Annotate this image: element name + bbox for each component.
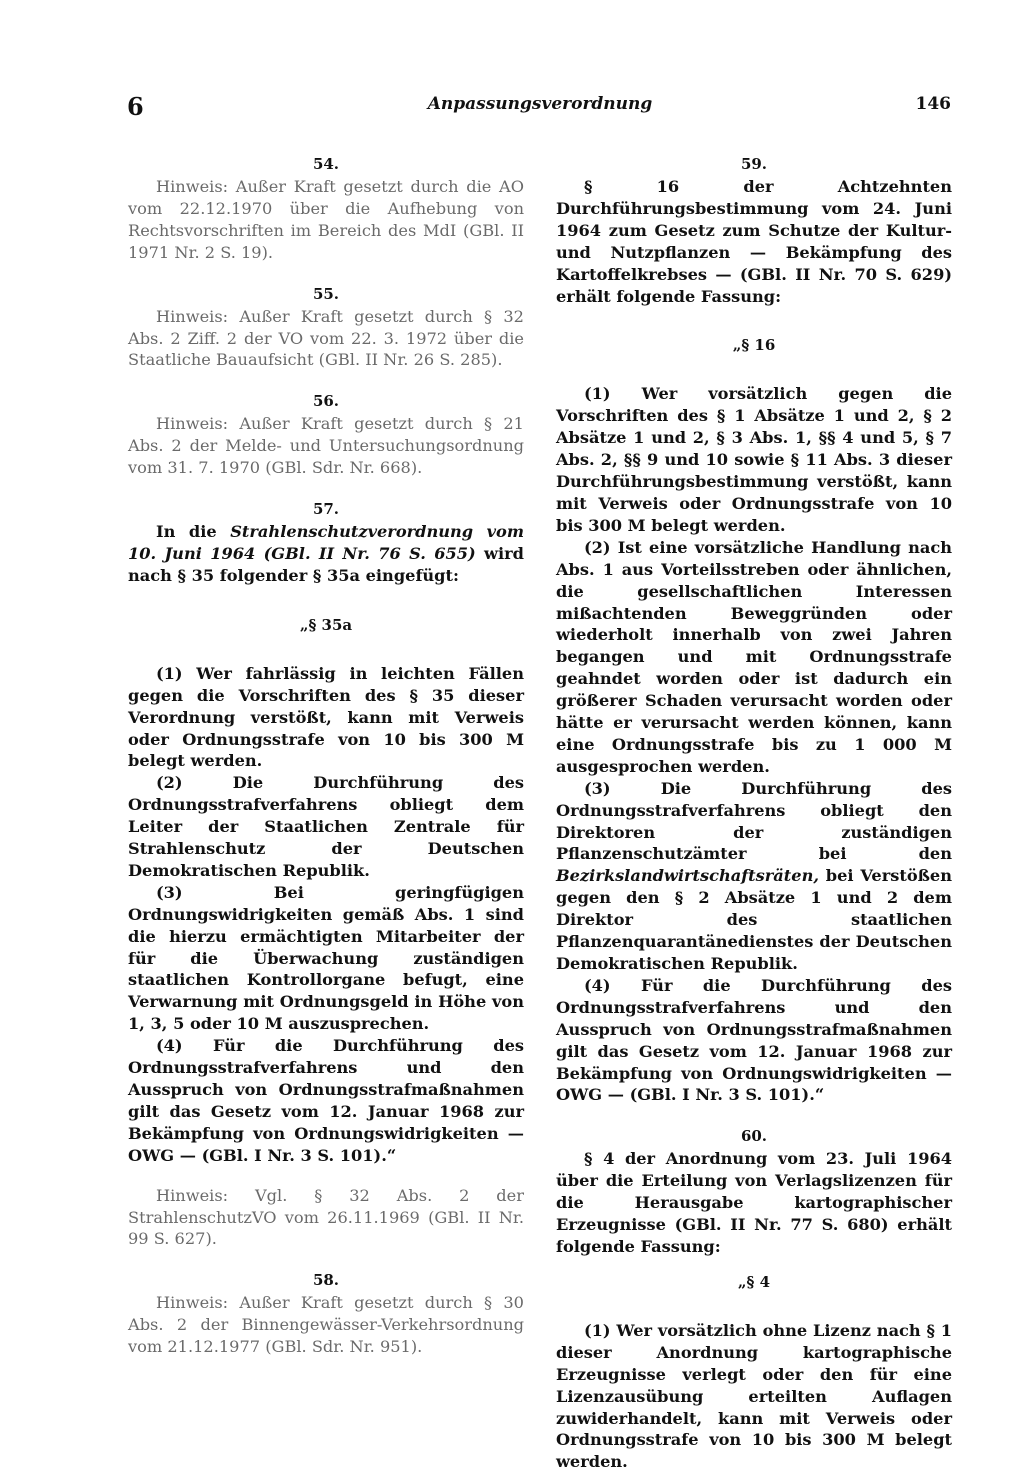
section-number-55: 55. xyxy=(312,284,340,303)
para-16-4: (4) Für die Durchführung des Ordnungsstrafverfahrens und den Ausspruch von Ordnungsstrafmaßnahmen gilt das Gesetz vom 12. Januar 1968 zur Bekämpfung von Ordnungswidrigkeiten — OWG — (GBl. I Nr. 3 S. 101).“ xyxy=(556,975,952,1105)
right-column xyxy=(556,152,952,1473)
section-number-57: 57. xyxy=(312,500,340,519)
para-35a-1: (1) Wer fahrlässig in leichten Fällen gegen die Vorschriften des § 35 dieser Verordnung verstößt, kann mit Verweis oder Ordnungsstrafe von 10 bis 300 M belegt werden. xyxy=(128,663,524,771)
page-number: 146 xyxy=(915,94,951,114)
section-number-58: 58. xyxy=(312,1271,340,1290)
para-16-2: (2) Ist eine vorsätzliche Handlung nach Abs. 1 aus Vorteilsstreben oder ähnlichen, die gesellschaftlichen Interessen mißachtenden Beweggründen oder wiederholt innerhalb von zwei Jahren begangen und mit Ordnungsstrafe geahndet worden oder ist dadurch ein größerer Schaden verursacht worden oder hätte er verursacht werden können, kann eine Ordnungsstrafe bis zu 1 000 M ausgesprochen werden. xyxy=(556,537,952,776)
para-35a-3: (3) Bei geringfügigen Ordnungswidrigkeiten gemäß Abs. 1 sind die hierzu ermächtigten Mitarbeiter der für die Überwachung zuständigen staatlichen Kontrollorgane befugt, eine Verwarnung mit Ordnungsgeld in Höhe von 1, 3, 5 oder 10 M auszusprechen. xyxy=(128,882,524,1034)
chapter-number: 6 xyxy=(127,92,144,121)
para-4-1: (1) Wer vorsätzlich ohne Lizenz nach § 1 dieser Anordnung kartographische Erzeugnisse verlegt oder den für eine Lizenzausübung erteilten Auflagen zuwiderhandelt, kann mit Verweis oder Ordnungsstrafe von 10 bis 300 M belegt werden. xyxy=(556,1320,952,1472)
para-16-3: (3) Die Durchführung des Ordnungsstrafverfahrens obliegt den Direktoren der zuständigen Pflanzenschutzämter bei den Bezirkslandwirtschaftsräten, bei Verstößen gegen den § 2 Absätze 1 und 2 dem Direktor des staatlichen Pflanzenquarantänedienstes der Deutschen Demokratischen Republik. xyxy=(556,778,952,973)
para-35a-4: (4) Für die Durchführung des Ordnungsstrafverfahrens und den Ausspruch von Ordnungsstrafmaßnahmen gilt das Gesetz vom 12. Januar 1968 zur Bekämpfung von Ordnungswidrigkeiten — OWG — (GBl. I Nr. 3 S. 101).“ xyxy=(128,1036,524,1165)
intro-59: § 16 der Achtzehnten Durchführungsbestimmung vom 24. Juni 1964 zum Gesetz zum Schutze der Kultur- und Nutzpflanzen — Bekämpfung des Kartoffelkrebses — (GBl. II Nr. 70 S. 629) erhält folgende Fassung: xyxy=(556,177,952,306)
section-number-56: 56. xyxy=(312,392,340,411)
intro-57: In die Strahlenschutzverordnung vom 10. Juni 1964 (GBl. II Nr. 76 S. 655) wird nach § 35 folgender § 35a eingefügt: xyxy=(128,522,524,585)
heading-35a: „§ 35a xyxy=(299,615,353,634)
note-55: Hinweis: Außer Kraft gesetzt durch § 32 Abs. 2 Ziff. 2 der VO vom 22. 3. 1972 über die Staatliche Bauaufsicht (GBl. II Nr. 26 S. 285). xyxy=(128,306,524,370)
note-57: Hinweis: Vgl. § 32 Abs. 2 der StrahlenschutzVO vom 26.11.1969 (GBl. II Nr. 99 S. 627). xyxy=(128,1185,524,1249)
note-58: Hinweis: Außer Kraft gesetzt durch § 30 Abs. 2 der Binnengewässer-Verkehrsordnung vom 21.12.1977 (GBl. Sdr. Nr. 951). xyxy=(128,1293,524,1357)
section-number-60: 60. xyxy=(740,1127,768,1146)
section-number-54: 54. xyxy=(312,155,340,173)
note-54: Hinweis: Außer Kraft gesetzt durch die AO vom 22.12.1970 über die Aufhebung von Rechtsvorschriften im Bereich des MdI (GBl. II 1971 Nr. 2 S. 19). xyxy=(128,177,524,262)
page-header xyxy=(127,92,953,124)
intro-60: § 4 der Anordnung vom 23. Juli 1964 über die Erteilung von Verlagslizenzen für die Herausgabe kartographischer Erzeugnisse (GBl. II Nr. 77 S. 680) erhält folgende Fassung: xyxy=(556,1149,952,1256)
left-column xyxy=(128,152,524,1358)
para-16-1: (1) Wer vorsätzlich gegen die Vorschriften des § 1 Absätze 1 und 2, § 2 Absätze 1 und 2, § 3 Abs. 1, §§ 4 und 5, § 7 Abs. 2, §§ 9 und 10 sowie § 11 Abs. 3 dieser Durchführungsbestimmung verstößt, kann mit Verweis oder Ordnungsstrafe von 10 bis 300 M belegt werden. xyxy=(556,384,952,535)
running-title: Anpassungsverordnung xyxy=(427,94,653,114)
para-35a-2: (2) Die Durchführung des Ordnungsstrafverfahrens obliegt dem Leiter der Staatlichen Zentrale für Strahlenschutz der Deutschen Demokratischen Republik. xyxy=(128,773,524,880)
section-number-59: 59. xyxy=(740,155,768,173)
note-56: Hinweis: Außer Kraft gesetzt durch § 21 Abs. 2 der Melde- und Untersuchungsordnung vom 31. 7. 1970 (GBl. Sdr. Nr. 668). xyxy=(128,414,524,478)
heading-16: „§ 16 xyxy=(732,336,776,355)
heading-4: „§ 4 xyxy=(737,1272,771,1291)
